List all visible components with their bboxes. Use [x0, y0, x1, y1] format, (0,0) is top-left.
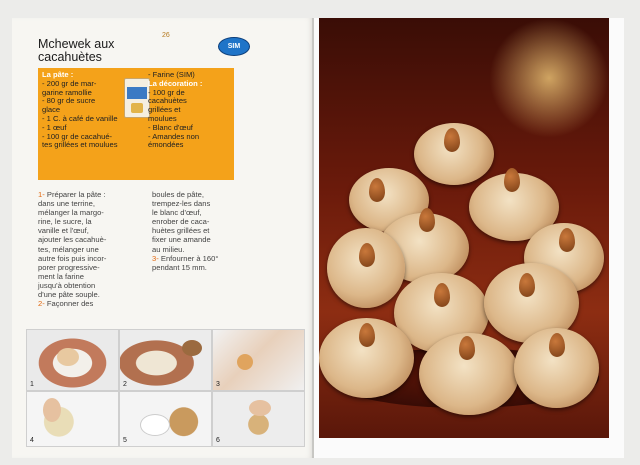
instruction-line: d'une pâte souple.: [38, 290, 100, 300]
ingredient-line: - 200 gr de mar-: [42, 78, 97, 88]
step-photo: [119, 329, 212, 391]
brand-logo: SIM: [218, 37, 250, 56]
title-line: Mchewek aux: [38, 37, 115, 51]
almond: [359, 323, 375, 347]
hand: [249, 400, 271, 416]
instruction-line: [38, 299, 106, 308]
ingredient-line: tes grillées et moulues: [42, 140, 118, 150]
step-photo: [212, 391, 305, 447]
almond: [519, 273, 535, 297]
instruction-line: le blanc d'œuf,: [152, 208, 202, 218]
step-text: Façonner des: [44, 299, 94, 309]
photo-number: 2: [123, 381, 127, 388]
right-page: [314, 18, 624, 458]
dough-ball: [237, 354, 253, 370]
step-photo: [26, 391, 119, 447]
instruction-line: dans une terrine,: [38, 199, 95, 209]
ingredient-line: - 100 gr de: [148, 87, 185, 97]
instruction-line: huètes grillées et: [152, 226, 210, 236]
ingredient-line: - 80 gr de sucre: [42, 96, 96, 106]
hero-photo-cookies: [319, 18, 609, 438]
page-number: 26: [162, 32, 170, 39]
ingredient-line: glace: [42, 105, 61, 115]
almond: [434, 283, 450, 307]
almond: [369, 178, 385, 202]
step-number: 1-: [38, 190, 45, 199]
step-text: Enfourner à 160°: [158, 253, 219, 263]
instruction-line: mélanger la margo-: [38, 208, 104, 218]
instruction-line: autre fois puis incor-: [38, 253, 107, 263]
bowl-of-egg-white: [140, 414, 170, 436]
photo-number: 6: [216, 437, 220, 444]
almond: [459, 336, 475, 360]
ingredient-line: - 1 C. à café de vanille: [42, 113, 118, 123]
hand: [43, 398, 61, 422]
ingredient-line: grillées et: [148, 105, 181, 115]
step-text: Préparer la pâte :: [44, 190, 106, 199]
instruction-line: [152, 254, 218, 263]
almond: [359, 243, 375, 267]
ingredients-column-right: [148, 71, 234, 150]
almond: [419, 208, 435, 232]
instructions-column-2: [152, 190, 218, 272]
instruction-line: tes, mélanger une: [38, 244, 99, 254]
step-number: 3-: [152, 253, 159, 263]
ingredient-header: La décoration :: [148, 78, 203, 88]
background-ornament: [489, 18, 609, 138]
instruction-line: au milieu.: [152, 244, 185, 254]
book-spread: [12, 18, 624, 458]
almond: [559, 228, 575, 252]
instruction-line: jusqu'à obtention: [38, 280, 96, 290]
instructions-column-1: [38, 190, 106, 308]
photo-number: 4: [30, 437, 34, 444]
ingredients-box: [38, 68, 234, 180]
left-page: [12, 18, 314, 458]
ingredient-line: moulues: [148, 113, 177, 123]
instruction-line: enrober de caca-: [152, 217, 210, 227]
instruction-line: rine, le sucre, la: [38, 217, 92, 227]
ingredient-line: - 100 gr de cacahué-: [42, 131, 113, 141]
ingredient-line: - Farine (SIM): [148, 70, 195, 79]
flour-package-image: [124, 78, 150, 118]
instruction-line: ment la farine: [38, 271, 85, 281]
photo-number: 5: [123, 437, 127, 444]
instruction-line: trempez-les dans: [152, 199, 211, 209]
ingredient-line: garine ramollie: [42, 87, 92, 97]
instruction-line: pendant 15 mm.: [152, 262, 207, 272]
package-label-band: [127, 87, 147, 99]
step-photo: [119, 391, 212, 447]
package-wheat-graphic: [131, 103, 143, 113]
instruction-line: vanille et l'œuf,: [38, 226, 89, 236]
almond: [549, 333, 565, 357]
ingredient-line: émondées: [148, 140, 184, 150]
instruction-line: ajouter les cacahuè-: [38, 235, 107, 245]
ingredient-line: - Amandes non: [148, 131, 200, 141]
instruction-line: [38, 190, 106, 199]
ingredient-line: - Blanc d'œuf: [148, 122, 193, 132]
step-photo: [212, 329, 305, 391]
instruction-line: porer progressive-: [38, 262, 100, 272]
title-line: cacahuètes: [38, 50, 102, 64]
step-photo: [26, 329, 119, 391]
photo-number: 3: [216, 381, 220, 388]
photo-number: 1: [30, 381, 34, 388]
instruction-line: boules de pâte,: [152, 190, 204, 199]
bowl-of-peanuts: [182, 340, 202, 356]
cookie: [327, 228, 405, 308]
ingredient-line: cacahuètes: [148, 96, 187, 106]
step-number: 2-: [38, 299, 45, 309]
almond: [504, 168, 520, 192]
recipe-title: [38, 38, 114, 64]
bowl-contents: [57, 348, 79, 366]
instruction-line: fixer une amande: [152, 235, 211, 245]
ingredient-line: - 1 œuf: [42, 122, 67, 132]
almond: [444, 128, 460, 152]
ingredient-header: La pâte :: [42, 70, 74, 79]
